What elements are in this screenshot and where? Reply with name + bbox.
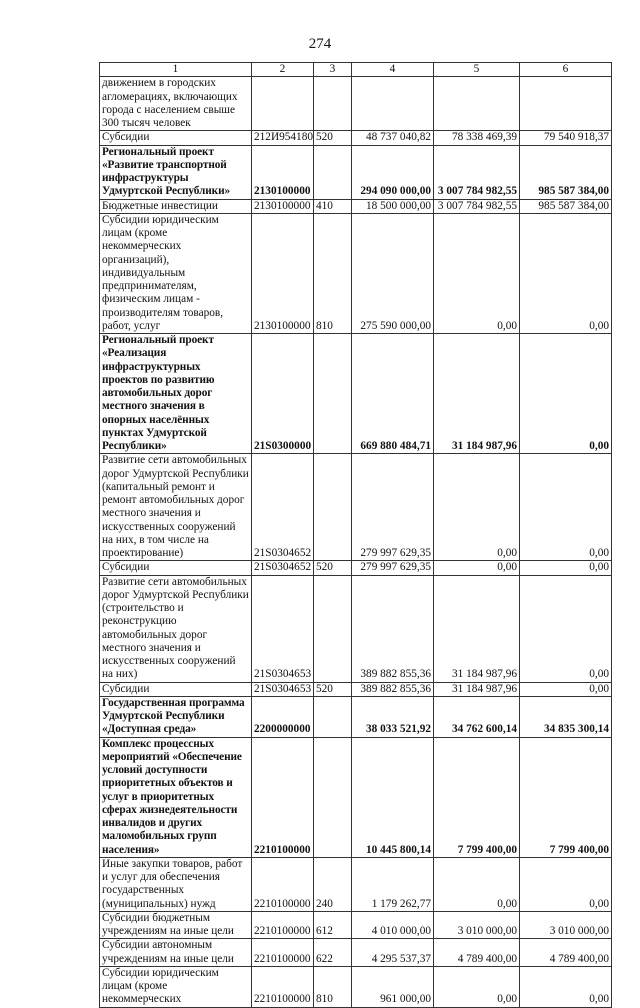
row-value-col5: 34 762 600,14 <box>434 696 520 737</box>
row-value-col5: 78 338 469,39 <box>434 131 520 145</box>
row-expense-type: 520 <box>314 561 352 575</box>
row-value-col4: 961 000,00 <box>352 966 434 1007</box>
row-value-col5 <box>434 77 520 131</box>
row-value-col6: 985 587 384,00 <box>520 199 612 213</box>
table-row <box>100 966 612 1007</box>
table-row <box>100 696 612 737</box>
row-code: 2130100000 <box>252 199 314 213</box>
row-value-col5: 31 184 987,96 <box>434 682 520 696</box>
row-value-col6: 79 540 918,37 <box>520 131 612 145</box>
row-code: 21S0304653 <box>252 575 314 682</box>
page-number: 274 <box>308 36 332 52</box>
table-row <box>100 77 612 131</box>
row-value-col4: 275 590 000,00 <box>352 213 434 333</box>
row-value-col6: 34 835 300,14 <box>520 696 612 737</box>
row-value-col6: 4 789 400,00 <box>520 939 612 967</box>
table-row <box>100 939 612 967</box>
row-name: Субсидии бюджетным учреждениям на иные цели <box>100 911 252 939</box>
row-expense-type <box>314 454 352 561</box>
row-value-col4: 18 500 000,00 <box>352 199 434 213</box>
row-value-col4: 389 882 855,36 <box>352 682 434 696</box>
row-value-col5: 0,00 <box>434 857 520 911</box>
row-expense-type: 410 <box>314 199 352 213</box>
row-value-col5: 31 184 987,96 <box>434 575 520 682</box>
row-code: 2130100000 <box>252 145 314 199</box>
row-value-col5: 7 799 400,00 <box>434 737 520 857</box>
row-expense-type: 810 <box>314 213 352 333</box>
row-name: Региональный проект «Реализация инфраструктурных проектов по развитию автомобильных дорог местного значения в опорных населённых пунктах Удмуртской Республики» <box>100 334 252 454</box>
row-name: Субсидии юридическим лицам (кроме некоммерческих организаций), индивидуальным предпринимателям, физическим лицам - производителям товаров, работ, услуг <box>100 213 252 333</box>
row-value-col4: 279 997 629,35 <box>352 454 434 561</box>
row-value-col5: 3 010 000,00 <box>434 911 520 939</box>
budget-table <box>99 62 612 1008</box>
table-row <box>100 682 612 696</box>
row-value-col5: 0,00 <box>434 966 520 1007</box>
row-name: Государственная программа Удмуртской Республики «Доступная среда» <box>100 696 252 737</box>
table-row <box>100 145 612 199</box>
row-expense-type: 612 <box>314 911 352 939</box>
header-row <box>100 63 612 77</box>
row-name: Развитие сети автомобильных дорог Удмуртской Республики (капитальный ремонт и ремонт автомобильных дорог местного значения и искусственных сооружений на них, в том числе на проектирование) <box>100 454 252 561</box>
table-row <box>100 911 612 939</box>
row-value-col4: 10 445 800,14 <box>352 737 434 857</box>
table-row <box>100 575 612 682</box>
row-value-col6: 0,00 <box>520 334 612 454</box>
row-code: 2210100000 <box>252 911 314 939</box>
row-name: Субсидии юридическим лицам (кроме некоммерческих <box>100 966 252 1007</box>
column-header: 6 <box>520 63 612 77</box>
row-name: Субсидии <box>100 131 252 145</box>
column-header: 4 <box>352 63 434 77</box>
row-expense-type: 520 <box>314 131 352 145</box>
row-expense-type <box>314 77 352 131</box>
row-value-col6: 0,00 <box>520 682 612 696</box>
row-name: Региональный проект «Развитие транспортной инфраструктуры Удмуртской Республики» <box>100 145 252 199</box>
row-value-col6: 0,00 <box>520 966 612 1007</box>
row-value-col6: 0,00 <box>520 213 612 333</box>
row-value-col4: 669 880 484,71 <box>352 334 434 454</box>
row-value-col6: 0,00 <box>520 857 612 911</box>
column-header: 1 <box>100 63 252 77</box>
row-name: движением в городских агломерациях, включающих города с населением свыше 300 тысяч человек <box>100 77 252 131</box>
row-value-col6: 3 010 000,00 <box>520 911 612 939</box>
row-expense-type: 520 <box>314 682 352 696</box>
row-value-col5: 3 007 784 982,55 <box>434 145 520 199</box>
table-row <box>100 334 612 454</box>
row-value-col5: 3 007 784 982,55 <box>434 199 520 213</box>
row-value-col4: 4 010 000,00 <box>352 911 434 939</box>
row-value-col5: 0,00 <box>434 454 520 561</box>
row-value-col4: 1 179 262,77 <box>352 857 434 911</box>
row-value-col4 <box>352 77 434 131</box>
row-expense-type <box>314 737 352 857</box>
row-code: 21S0304653 <box>252 682 314 696</box>
row-code: 2210100000 <box>252 737 314 857</box>
row-code: 21S0304652 <box>252 454 314 561</box>
row-value-col5: 0,00 <box>434 213 520 333</box>
table-row <box>100 454 612 561</box>
row-expense-type: 622 <box>314 939 352 967</box>
row-name: Субсидии <box>100 561 252 575</box>
row-value-col6 <box>520 77 612 131</box>
row-value-col6: 0,00 <box>520 575 612 682</box>
row-value-col5: 31 184 987,96 <box>434 334 520 454</box>
row-value-col6: 0,00 <box>520 454 612 561</box>
row-value-col4: 389 882 855,36 <box>352 575 434 682</box>
row-name: Субсидии <box>100 682 252 696</box>
column-header: 3 <box>314 63 352 77</box>
row-value-col5: 0,00 <box>434 561 520 575</box>
column-header: 5 <box>434 63 520 77</box>
row-value-col4: 48 737 040,82 <box>352 131 434 145</box>
table-row <box>100 199 612 213</box>
row-value-col6: 7 799 400,00 <box>520 737 612 857</box>
table-row <box>100 561 612 575</box>
row-expense-type <box>314 575 352 682</box>
row-code: 2210100000 <box>252 939 314 967</box>
row-expense-type: 240 <box>314 857 352 911</box>
row-value-col6: 0,00 <box>520 561 612 575</box>
row-value-col4: 4 295 537,37 <box>352 939 434 967</box>
column-header: 2 <box>252 63 314 77</box>
table-row <box>100 131 612 145</box>
row-expense-type <box>314 696 352 737</box>
row-code: 2210100000 <box>252 857 314 911</box>
row-value-col5: 4 789 400,00 <box>434 939 520 967</box>
row-code: 2210100000 <box>252 966 314 1007</box>
row-expense-type <box>314 334 352 454</box>
row-expense-type <box>314 145 352 199</box>
row-expense-type: 810 <box>314 966 352 1007</box>
table-body <box>100 77 612 1007</box>
row-value-col6: 985 587 384,00 <box>520 145 612 199</box>
row-name: Бюджетные инвестиции <box>100 199 252 213</box>
row-value-col4: 38 033 521,92 <box>352 696 434 737</box>
row-code: 2200000000 <box>252 696 314 737</box>
row-code <box>252 77 314 131</box>
table-row <box>100 213 612 333</box>
row-code: 21S0304652 <box>252 561 314 575</box>
row-name: Комплекс процессных мероприятий «Обеспечение условий доступности приоритетных объектов и услуг в приоритетных сферах жизнедеятельности инвалидов и других маломобильных групп населения» <box>100 737 252 857</box>
row-name: Субсидии автономным учреждениям на иные цели <box>100 939 252 967</box>
row-code: 2130100000 <box>252 213 314 333</box>
row-code: 212И954180 <box>252 131 314 145</box>
table-row <box>100 857 612 911</box>
row-value-col4: 294 090 000,00 <box>352 145 434 199</box>
row-value-col4: 279 997 629,35 <box>352 561 434 575</box>
row-name: Иные закупки товаров, работ и услуг для обеспечения государственных (муниципальных) нужд <box>100 857 252 911</box>
row-code: 21S0300000 <box>252 334 314 454</box>
table-row <box>100 737 612 857</box>
row-name: Развитие сети автомобильных дорог Удмуртской Республики (строительство и реконструкцию автомобильных дорог местного значения и искусственных сооружений на них) <box>100 575 252 682</box>
